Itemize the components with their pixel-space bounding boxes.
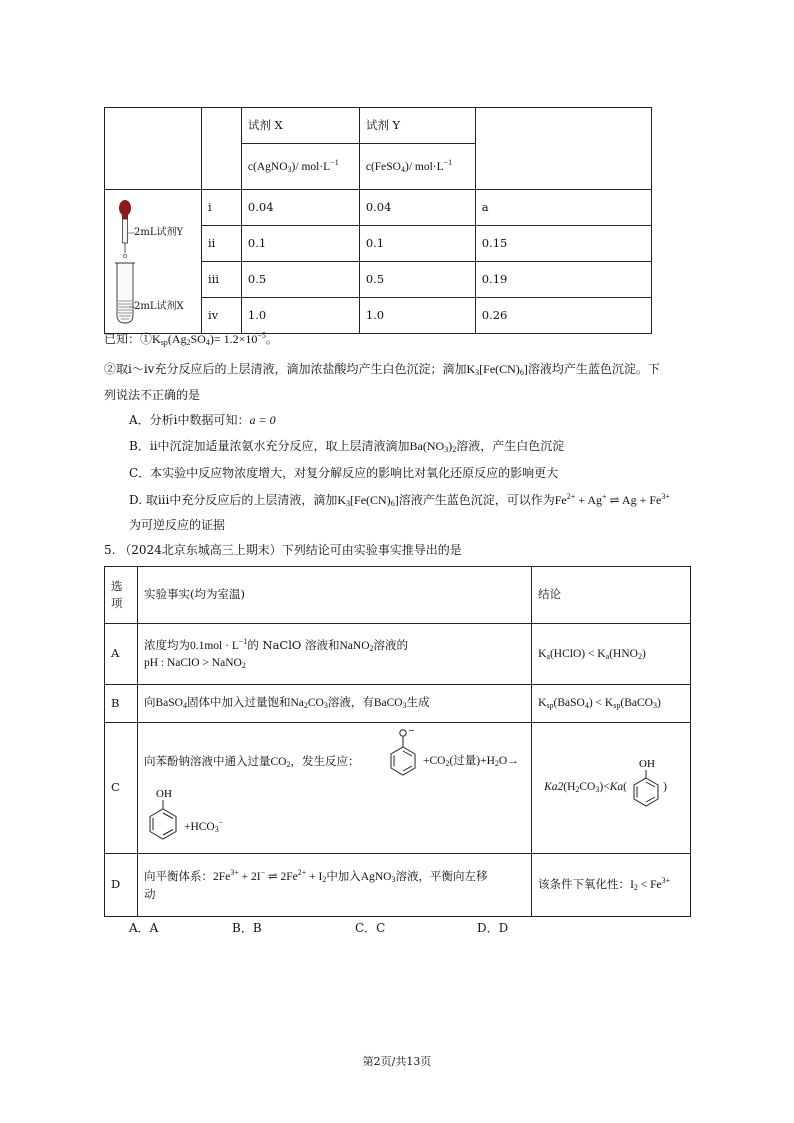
row-i-result: a: [475, 190, 651, 226]
row-id-i: i: [202, 190, 242, 226]
q5-row-a-conclusion: $K_a(HClO) < K_a(HNO_2)$: [532, 624, 691, 685]
row-id-iii: iii: [202, 262, 242, 298]
q5-row-c-label: C: [105, 723, 138, 854]
svg-text:−: −: [407, 727, 415, 735]
q5-header-conclusion: 结论: [532, 567, 691, 624]
q4-option-b[interactable]: B．ii中沉淀加适量浓氨水充分反应，取上层清液滴加$Ba(NO_3)_2$溶液，产生白色沉淀: [129, 439, 565, 454]
q5-answer-c[interactable]: C．C: [355, 921, 386, 935]
apparatus-diagram: [105, 191, 201, 333]
page-footer: 第2页/共13页: [362, 1055, 432, 1068]
row-ii-y: 0.1: [359, 226, 475, 262]
row-iii-x: 0.5: [241, 262, 359, 298]
row-iii-result: 0.19: [475, 262, 651, 298]
phenoxide-structure-icon: [386, 727, 422, 782]
phenol-structure-icon: [146, 787, 184, 848]
q5-stem: 5. （2024北京东城高三上期末）下列结论可由实验事实推导出的是: [104, 543, 462, 557]
row-id-iv: iv: [202, 298, 242, 334]
row-id-ii: ii: [202, 226, 242, 262]
row-iii-y: 0.5: [359, 262, 475, 298]
q4-option-d-line-2: 为可逆反应的证据: [129, 518, 226, 532]
row-iv-y: 1.0: [359, 298, 475, 334]
q4-option-a[interactable]: A．分析i中数据可知：a = 0: [129, 413, 276, 427]
q5-row-d-conclusion: 该条件下氧化性：$I_2 < Fe^{3+}$: [532, 854, 691, 917]
q5-header-option: 选 项: [105, 567, 138, 624]
q4-option-c[interactable]: C．本实验中反应物浓度增大，对复分解反应的影响比对氧化还原反应的影响更大: [129, 466, 559, 480]
result-header-empty: [475, 108, 651, 190]
table-corner-empty-2: [202, 108, 242, 190]
note-2-line-2: 列说法不正确的是: [104, 388, 201, 402]
phenol-conclusion-icon: [630, 757, 664, 814]
row-i-y: 0.04: [359, 190, 475, 226]
row-iv-x: 1.0: [241, 298, 359, 334]
q5-answer-a[interactable]: A．A: [129, 921, 159, 935]
q5-row-b-conclusion: $K_{sp}(BaSO_4)$ < $K_{sp}(BaCO_3)$: [532, 685, 691, 723]
svg-text:OH: OH: [639, 758, 655, 770]
q5-table: [104, 566, 691, 917]
reagent-y-volume-label: 2mL试剂Y: [134, 226, 184, 238]
row-ii-result: 0.15: [475, 226, 651, 262]
row-iv-result: 0.26: [475, 298, 651, 334]
apparatus-cell: [105, 190, 202, 334]
q4-option-d[interactable]: D. 取iii中充分反应后的上层清液，滴加$K_3[Fe(CN)_6]$溶液产生蓝色沉淀，可以作为$Fe^{2+} + Ag^+$ ⇌ $Ag + Fe^{3+}$: [129, 492, 670, 508]
reagent-x-label: 试剂 X: [241, 108, 359, 144]
q5-row-b-label: B: [105, 685, 138, 723]
q5-row-a-fact: 浓度均为$0.1mol \cdot L^{-1}$的 NaClO 溶液和NaNO$_2$溶液的 pH : NaClO > NaNO$_2$: [137, 624, 531, 685]
q5-row-d-fact: 向平衡体系：$2Fe^{3+} + 2I^-$ ⇌ $2Fe^{2+} + I_2$中加入AgNO$_3$溶液，平衡向左移 动: [137, 854, 531, 917]
reagent-x-conc: c(AgNO$_3$)/ $mol\cdot L^{-1}$: [241, 144, 359, 190]
q5-row-b-fact: 向BaSO$_4$固体中加入过量饱和$Na_2CO_3$溶液，有BaCO$_3$生成: [137, 685, 531, 723]
q5-row-d-label: D: [105, 854, 138, 917]
row-i-x: 0.04: [241, 190, 359, 226]
q5-row-a-label: A: [105, 624, 138, 685]
q5-header-fact: 实验事实(均为室温): [137, 567, 531, 624]
table-corner-empty: [105, 108, 202, 190]
reagent-x-volume-label: 2mL试剂X: [134, 300, 184, 312]
row-ii-x: 0.1: [241, 226, 359, 262]
q5-answer-d[interactable]: D．D: [477, 921, 509, 935]
q5-answer-b[interactable]: B．B: [232, 921, 262, 935]
known-ksp: 已知：$①K_{sp}(Ag_2SO_4)= 1.2\times 10^{-5}$。: [104, 331, 278, 347]
reagent-y-label: 试剂 Y: [359, 108, 475, 144]
reagent-y-conc: c(FeSO$_4$)/ $mol\cdot L^{-1}$: [359, 144, 475, 190]
q5-row-c-fact: 向苯酚钠溶液中通入过量$CO_2$，发生反应： − $+CO_2$(过量)$+H_2O\to$ OH $+HCO_3^-$: [137, 723, 531, 854]
note-2-line-1: ②取i～iv充分反应后的上层清液，滴加浓盐酸均产生白色沉淀；滴加$K_3[Fe(CN)_6]$溶液均产生蓝色沉淀。下: [104, 362, 660, 377]
svg-text:OH: OH: [155, 788, 172, 800]
q5-row-c-conclusion: $Ka2(H_2CO_3)<Ka$( OH ): [532, 723, 691, 854]
experiment-table: [104, 107, 652, 334]
